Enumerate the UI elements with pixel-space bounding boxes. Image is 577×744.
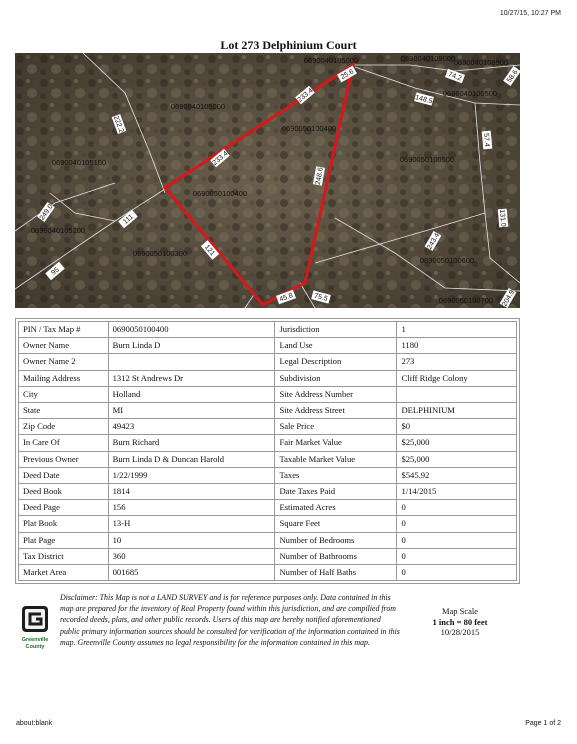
field-label: Mailing Address	[19, 370, 109, 386]
table-row	[19, 370, 517, 386]
dimension-label	[482, 131, 493, 150]
field-value: 1814	[108, 484, 275, 500]
field-value: 49423	[108, 419, 275, 435]
field-value: 0690050100400	[108, 322, 275, 338]
table-row	[19, 354, 517, 370]
page-title: Lot 273 Delphinium Court	[220, 38, 357, 52]
field-label: Land Use	[275, 338, 397, 354]
field-label: Estimated Acres	[275, 500, 397, 516]
field-label: Deed Book	[19, 484, 109, 500]
svg-text:County: County	[25, 644, 45, 650]
parcel-id-label[interactable]: 0690040109000	[400, 53, 456, 63]
property-table	[18, 321, 517, 581]
svg-text:75.5: 75.5	[313, 292, 329, 303]
field-label: Sale Price	[275, 419, 397, 435]
county-logo	[15, 604, 55, 657]
parcel-id-label[interactable]: 0690050100300	[132, 248, 188, 258]
svg-text:Greenville: Greenville	[21, 637, 49, 643]
field-label: Site Address Number	[275, 386, 397, 402]
field-value: 001685	[108, 565, 275, 581]
field-value: Burn Linda D	[108, 338, 275, 354]
table-row	[19, 516, 517, 532]
parcel-id-label[interactable]: 0686040100500	[442, 88, 498, 98]
field-label: Taxes	[275, 467, 397, 483]
svg-text:131.0: 131.0	[497, 209, 507, 228]
field-value: 1/14/2015	[397, 484, 517, 500]
table-row	[19, 532, 517, 548]
svg-text:148.5: 148.5	[414, 94, 434, 106]
field-value: 13-H	[108, 516, 275, 532]
field-label: Number of Bathrooms	[275, 548, 397, 564]
field-label: PIN / Tax Map #	[19, 322, 109, 338]
parcel-id-label[interactable]: 0690040105100	[51, 157, 107, 167]
field-value: 10	[108, 532, 275, 548]
dimension-label	[498, 209, 509, 228]
svg-text:204.9: 204.9	[501, 289, 517, 308]
field-value: $0	[397, 419, 517, 435]
svg-text:121: 121	[202, 243, 216, 258]
table-row	[19, 435, 517, 451]
table-row	[19, 548, 517, 564]
svg-text:58.6: 58.6	[505, 68, 520, 85]
svg-text:249.0: 249.0	[38, 203, 55, 222]
field-value: 1	[397, 322, 517, 338]
field-label: Zip Code	[19, 419, 109, 435]
map-scale-block	[410, 606, 510, 638]
svg-text:95: 95	[50, 266, 61, 277]
svg-text:57.4: 57.4	[482, 132, 491, 148]
field-value: DELPHINIUM	[397, 403, 517, 419]
parcel-id-label[interactable]: 0690040105000	[170, 101, 226, 111]
field-label: Date Taxes Paid	[275, 484, 397, 500]
table-row	[19, 484, 517, 500]
table-row	[19, 419, 517, 435]
table-row	[19, 322, 517, 338]
field-label: Owner Name 2	[19, 354, 109, 370]
field-value: 0	[397, 565, 517, 581]
field-label: Deed Page	[19, 500, 109, 516]
field-value: 0	[397, 548, 517, 564]
field-label: Jurisdiction	[275, 322, 397, 338]
field-label: Plat Book	[19, 516, 109, 532]
field-value: 0	[397, 532, 517, 548]
field-label: Site Address Street	[275, 403, 397, 419]
map-scale-ratio: 1 inch = 80 feet	[432, 616, 488, 627]
field-value: 273	[397, 354, 517, 370]
table-row	[19, 565, 517, 581]
field-value: 0	[397, 516, 517, 532]
field-value: 1/22/1999	[108, 467, 275, 483]
field-value	[397, 386, 517, 402]
greenville-g-icon	[15, 604, 55, 652]
field-label: Market Area	[19, 565, 109, 581]
field-label: Fair Market Value	[275, 435, 397, 451]
table-row	[19, 500, 517, 516]
field-label: Subdivision	[275, 370, 397, 386]
field-label: Previous Owner	[19, 451, 109, 467]
svg-text:248.6: 248.6	[314, 166, 325, 186]
svg-text:222.2: 222.2	[111, 114, 125, 134]
field-label: City	[19, 386, 109, 402]
field-value: Cliff Ridge Colony	[397, 370, 517, 386]
table-row	[19, 451, 517, 467]
table-row	[19, 338, 517, 354]
field-label: Plat Page	[19, 532, 109, 548]
field-value: 1312 St Andrews Dr	[108, 370, 275, 386]
parcel-id-label[interactable]: 0690050100500	[399, 154, 455, 164]
footer-url: about:blank	[16, 720, 53, 727]
parcel-id-label[interactable]: 0690050100600	[419, 255, 475, 265]
table-row	[19, 467, 517, 483]
field-value	[108, 354, 275, 370]
field-label: Square Feet	[275, 516, 397, 532]
print-datetime: 10/27/15, 10:27 PM	[499, 10, 561, 17]
field-value: 360	[108, 548, 275, 564]
field-value: Burn Richard	[108, 435, 275, 451]
field-value: MI	[108, 403, 275, 419]
field-label: Tax District	[19, 548, 109, 564]
table-row	[19, 403, 517, 419]
field-value: Burn Linda D & Duncan Harold	[108, 451, 275, 467]
parcel-map[interactable]	[15, 53, 520, 308]
table-row	[19, 386, 517, 402]
field-label: In Care Of	[19, 435, 109, 451]
parcel-id-label[interactable]: 0690040105200	[30, 225, 86, 235]
map-scale-title: Map Scale	[441, 606, 479, 616]
field-label: State	[19, 403, 109, 419]
parcel-id-label[interactable]: 0690050100400	[192, 188, 248, 198]
field-value: $545.92	[397, 467, 517, 483]
disclaimer-text: Disclaimer: This Map is not a LAND SURVEY and is for reference purposes only. Data contained in this map are prepared for the inventory of Real Property found within this jurisdiction, and are compilied from recorded deeds, plats, and other public records. Users of this map are hereby notified aforementioned public primary information sources should be consulted for verification of the information contained in this map. Greenville County assumes no legal responsibility for the information contained in this map.	[60, 593, 400, 647]
field-value: $25,000	[397, 451, 517, 467]
parcel-id-label[interactable]: 0690040108900	[453, 57, 509, 67]
map-scale-date: 10/28/2015	[440, 627, 480, 637]
svg-text:45.8: 45.8	[278, 292, 294, 304]
field-label: Number of Bedrooms	[275, 532, 397, 548]
svg-text:25.6: 25.6	[339, 68, 356, 82]
field-value: 0	[397, 500, 517, 516]
svg-text:243.4: 243.4	[426, 232, 442, 251]
field-label: Number of Half Baths	[275, 565, 397, 581]
field-label: Owner Name	[19, 338, 109, 354]
property-info-panel	[15, 318, 520, 584]
field-label: Deed Date	[19, 467, 109, 483]
footer-page-number: Page 1 of 2	[525, 720, 561, 727]
parcel-id-label[interactable]: 0690040105000	[303, 55, 359, 65]
field-value: $25,000	[397, 435, 517, 451]
map-canvas	[15, 53, 520, 308]
svg-text:233.4: 233.4	[296, 87, 315, 104]
svg-text:233.4: 233.4	[211, 150, 230, 167]
field-value: 1180	[397, 338, 517, 354]
field-label: Taxable Market Value	[275, 451, 397, 467]
svg-text:74.2: 74.2	[447, 71, 463, 83]
svg-text:111: 111	[122, 213, 135, 226]
field-value: Holland	[108, 386, 275, 402]
parcel-id-label[interactable]: 0690050100400	[281, 123, 337, 133]
parcel-id-label[interactable]: 0690050100700	[438, 295, 494, 305]
field-label: Legal Description	[275, 354, 397, 370]
field-value: 156	[108, 500, 275, 516]
